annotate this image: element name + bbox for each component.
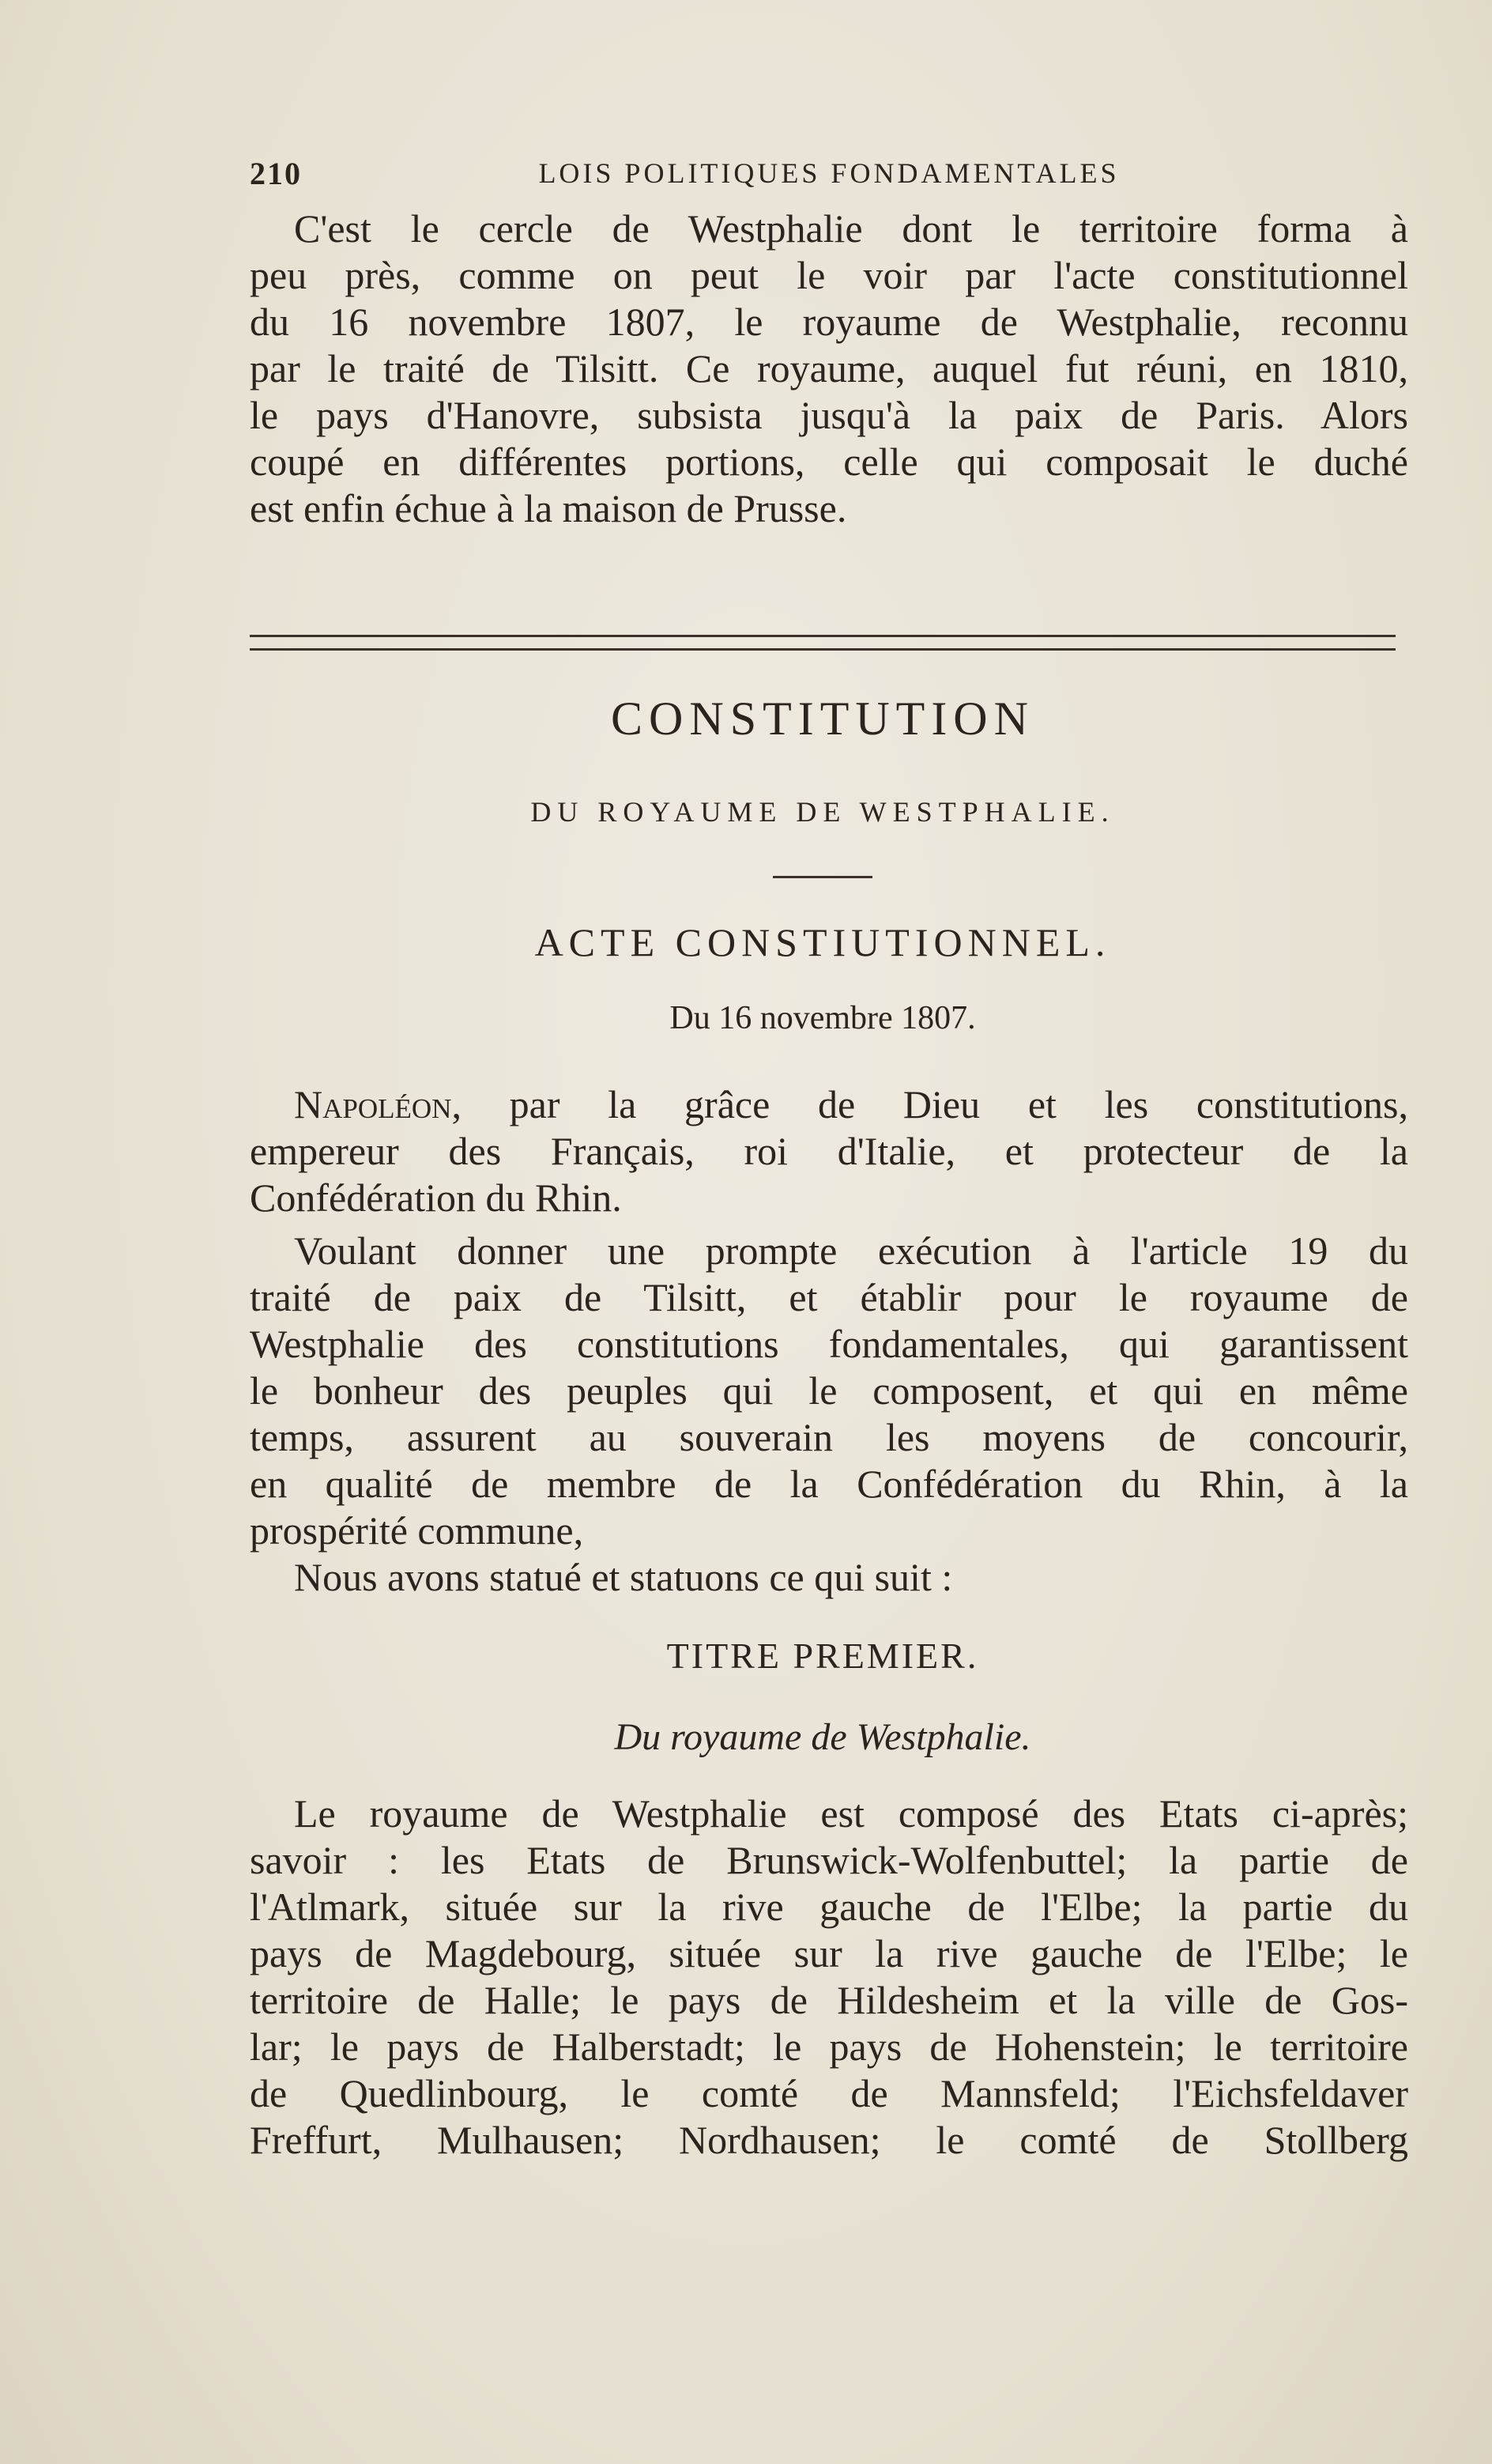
text-line: territoire de Halle; le pays de Hildesheim et la ville de Gos- <box>250 1978 1408 2022</box>
text-line: pays de Magdebourg, située sur la rive gauche de l'Elbe; le <box>250 1931 1408 1975</box>
text-line: le pays d'Hanovre, subsista jusqu'à la paix de Paris. Alors <box>250 393 1408 437</box>
text-line: lar; le pays de Halberstadt; le pays de Hohenstein; le territoire <box>250 2024 1408 2069</box>
text-line: Confédération du Rhin. <box>250 1175 622 1220</box>
main-title: CONSTITUTION <box>611 692 1034 745</box>
text-line: coupé en différentes portions, celle qui composait le duché <box>250 440 1408 484</box>
text-line: par le traité de Tilsitt. Ce royaume, auquel fut réuni, en 1810, <box>250 346 1408 391</box>
text-line: en qualité de membre de la Confédération du Rhin, à la <box>250 1462 1408 1506</box>
text-line: Le royaume de Westphalie est composé des Etats ci-après; <box>294 1791 1408 1836</box>
text-line: de Quedlinbourg, le comté de Mannsfeld; l'Eichsfeldaver <box>250 2071 1408 2115</box>
intro-paragraph <box>250 206 1408 532</box>
text-line: traité de paix de Tilsitt, et établir pour le royaume de <box>250 1275 1408 1319</box>
statuons-line: Nous avons statué et statuons ce qui suit : <box>294 1555 953 1599</box>
text-line: du 16 novembre 1807, le royaume de Westphalie, reconnu <box>250 300 1408 344</box>
preamble-paragraph <box>250 1081 1408 1221</box>
text-line <box>250 1081 1408 1128</box>
royaume-paragraph <box>250 1790 1408 2164</box>
text-line: est enfin échue à la maison de Prusse. <box>250 486 847 530</box>
sub-title: DU ROYAUME DE WESTPHALIE. <box>530 796 1115 828</box>
text-line: temps, assurent au souverain les moyens de concourir, <box>250 1415 1408 1459</box>
act-title: ACTE CONSTIUTIONNEL. <box>534 920 1111 964</box>
voulant-paragraph <box>250 1228 1408 1601</box>
text-fragment: , par la grâce de Dieu et les constitutions, <box>451 1082 1408 1126</box>
text-line: peu près, comme on peut le voir par l'acte constitutionnel <box>250 253 1408 297</box>
sovereign-name: Napoléon <box>294 1082 452 1126</box>
titre-subtitle: Du royaume de Westphalie. <box>614 1716 1031 1758</box>
act-date: Du 16 novembre 1807. <box>669 1000 976 1036</box>
text-line: le bonheur des peuples qui le composent, et qui en même <box>250 1368 1408 1413</box>
text-line: savoir : les Etats de Brunswick-Wolfenbuttel; la partie de <box>250 1838 1408 1882</box>
page-header <box>250 155 1408 199</box>
text-line: l'Atlmark, située sur la rive gauche de l'Elbe; la partie du <box>250 1885 1408 1929</box>
titre-premier-heading: TITRE PREMIER. <box>666 1636 979 1676</box>
text-line: Voulant donner une prompte exécution à l'article 19 du <box>294 1228 1408 1273</box>
text-line: prospérité commune, <box>250 1508 584 1553</box>
page-number: 210 <box>250 156 302 191</box>
text-line: Freffurt, Mulhausen; Nordhausen; le comté de Stollberg <box>250 2118 1408 2162</box>
text-line: empereur des Français, roi d'Italie, et protecteur de la <box>250 1129 1408 1173</box>
running-title: LOIS POLITIQUES FONDAMENTALES <box>538 157 1120 189</box>
double-rule-divider <box>250 635 1396 651</box>
text-line: Westphalie des constitutions fondamentales, qui garantissent <box>250 1322 1408 1366</box>
short-rule-divider <box>773 876 872 878</box>
text-line: C'est le cercle de Westphalie dont le territoire forma à <box>294 206 1408 251</box>
